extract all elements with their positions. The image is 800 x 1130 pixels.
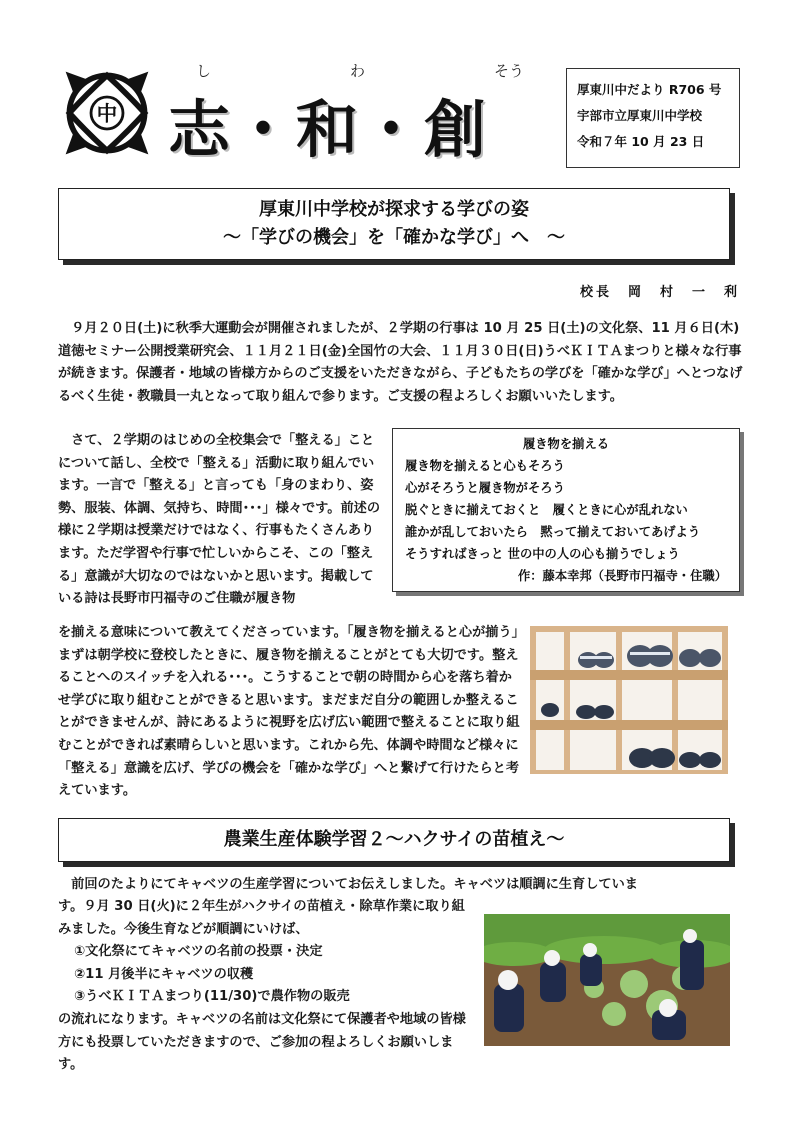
poem-line: 心がそろうと履き物がそろう — [405, 481, 565, 495]
title-ruby-wa: わ — [350, 62, 366, 80]
poem-line: 脱ぐときに揃えておくと 履くときに心が乱れない — [405, 503, 688, 517]
article2-list-item: ①文化祭にてキャベツの名前の投票・決定 — [74, 944, 323, 960]
article2-list-item: ③うべＫＩＴＡまつり(11/30)で農作物の販売 — [74, 989, 350, 1005]
issue-number: 厚東川中だより R706 号 — [577, 82, 722, 97]
newsletter-title: 志・和・創 — [168, 93, 489, 166]
article2-headline: 農業生産体験学習２～ハクサイの苗植え～ — [223, 829, 565, 850]
article2-paragraph-3: の流れになります。キャベツの名前は文化祭にて保護者や地域の皆様方にも投票していただきますので、ご参加の程よろしくお願いします。 — [58, 1011, 466, 1073]
article2-paragraph-2: す。９月 30 日(火)に２年生がハクサイの苗植え・除草作業に取り組みました。今後生育などが順調にいけば、 — [58, 899, 465, 937]
logo-character: 中 — [96, 101, 118, 126]
article1-paragraph-3: を揃える意味について教えてくださっています。「履き物を揃えると心が揃う」まずは朝学校に登校したときに、履き物を揃えることがとても大切です。整えることへのスイッチを入れる･･･。こうすることで朝の時間から心を落ち着かせ学びに取り組むことができると思います。まだまだ自分の範囲しか整えることができませんが、詩にあるように視野を広げ広い範囲で整えることに取り組むことができれば素晴らしいと思います。これから先、体調や時間など様々に「整える」意識を広げ、学びの機会を「確かな学び」へと繋げて行けたらと考えています。 — [58, 625, 520, 799]
poem-line: そうすればきっと 世の中の人の心も揃うでしょう — [405, 547, 680, 561]
title-ruby-shi: し — [196, 62, 212, 80]
article1-headline-box — [58, 188, 730, 260]
school-name: 宇部市立厚東川中学校 — [577, 108, 703, 123]
field-planting-photo — [484, 914, 730, 1046]
school-crest-logo — [60, 66, 154, 160]
article1-author: 校長 岡 村 一 利 — [579, 285, 740, 300]
article1-paragraph-1: ９月２０日(土)に秋季大運動会が開催されましたが、２学期の行事は 10 月 25 日(土)の文化祭、11 月６日(木)道徳セミナー公開授業研究会、１１月２１日(金)全国竹の大会、１１月３０日(日)うべＫＩＴＡまつりと様々な行事が続きます。保護者・地域の皆様方からのご支援をいただきながら、子どもたちの学びを「確かな学び」へとつなげるべく生徒・教職員一丸となって取り組んで参ります。ご支援の程よろしくお願いいたします。 — [58, 321, 743, 404]
poem-author: 作：藤本幸邦（長野市円福寺・住職） — [517, 569, 727, 583]
article1-headline: 厚東川中学校が探求する学びの姿 — [259, 199, 529, 220]
article2-paragraph-1: 前回のたよりにてキャベツの生産学習についてお伝えしました。キャベツは順調に生育していま — [58, 877, 638, 892]
article1-subheadline: ～「学びの機会」を「確かな学び」へ ～ — [223, 227, 565, 248]
issue-info-box — [566, 68, 740, 168]
poem-line: 誰かが乱しておいたら 黙って揃えておいてあげよう — [405, 525, 701, 539]
article2-body — [58, 896, 476, 1077]
title-ruby-sou: そう — [494, 62, 525, 80]
shoe-shelf-photo — [530, 626, 728, 774]
issue-date: 令和７年 10 月 23 日 — [577, 134, 705, 149]
poem-box — [392, 428, 740, 592]
article1-paragraph-2: さて、２学期のはじめの全校集会で「整える」ことについて話し、全校で「整える」活動に取り組んでいます。一言で「整える」と言っても「身のまわり、姿勢、服装、体調、気持ち、時間･･･」様々です。前述の様に２学期は授業だけではなく、行事もたくさんあります。ただ学習や行事で忙しいからこそ、この「整える」意識が大切なのではないかと思います。掲載している詩は長野市円福寺のご住職が履き物 — [58, 433, 381, 607]
article2-headline-box — [58, 818, 730, 862]
article2-list-item: ②11 月後半にキャベツの収穫 — [74, 966, 254, 982]
poem-line: 履き物を揃えると心もそろう — [405, 459, 565, 473]
poem-title: 履き物を揃える — [522, 437, 610, 451]
